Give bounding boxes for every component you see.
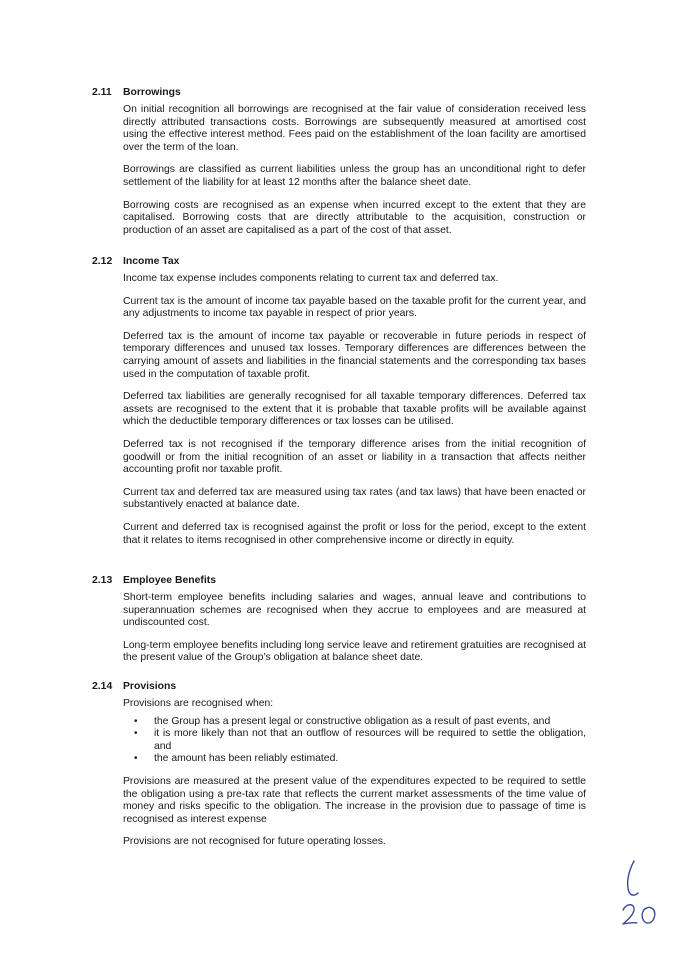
section-heading	[92, 574, 586, 587]
paragraph: Current tax and deferred tax are measured using tax rates (and tax laws) that have been enacted or substantively enacted at balance date.	[123, 486, 586, 511]
paragraph: Deferred tax is not recognised if the temporary difference arises from the initial recognition of goodwill or from the initial recognition of an asset or liability in a transaction that affects neither accounting profit nor taxable profit.	[123, 438, 586, 476]
paragraph: Short-term employee benefits including salaries and wages, annual leave and contributions to superannuation schemes are recognised when they accrue to employees and are measured at undiscounted cost.	[123, 592, 586, 629]
section-title: Provisions	[123, 681, 177, 692]
section-number: 2.13	[92, 575, 113, 586]
section-heading	[92, 86, 586, 99]
paragraph: Provisions are not recognised for future operating losses.	[123, 836, 386, 848]
bullet-item: • it is more likely than not that an outflow of resources will be required to settle the obligation, and	[123, 728, 586, 753]
section-number: 2.12	[92, 256, 113, 267]
handwritten-stroke-0	[642, 907, 655, 923]
bullet-item: • the amount has been reliably estimated.	[123, 753, 586, 766]
paragraph: Deferred tax is the amount of income tax payable or recoverable in future periods in respect of temporary differences and unused tax losses. Temporary differences are differences between the carrying amount of assets and liabilities in the financial statements and the corresponding tax bases used in the computation of taxable profit.	[123, 330, 586, 380]
section-number: 2.11	[92, 87, 112, 98]
section-number: 2.14	[92, 681, 113, 692]
paragraph: Provisions are measured at the present value of the expenditures expected to be required to settle the obligation using a pre-tax rate that reflects the current market assessments of the time value of money and risks specific to the obligation. The increase in the provision due to passage of time is recognised as interest expense	[123, 775, 586, 825]
section-title: Income Tax	[123, 256, 180, 267]
section-title: Borrowings	[123, 87, 181, 98]
bullet-item: • the Group has a present legal or constructive obligation as a result of past events, and	[123, 716, 586, 729]
paragraph: Current and deferred tax is recognised against the profit or loss for the period, except to the extent that it relates to items recognised in other comprehensive income or directly in equity.	[123, 521, 586, 546]
section-heading	[92, 255, 586, 268]
section-borrowings	[92, 86, 586, 247]
bullet-list	[123, 716, 586, 766]
handwritten-page-mark	[620, 858, 664, 928]
section-income-tax	[92, 255, 586, 557]
paragraph: Borrowings are classified as current liabilities unless the group has an unconditional right to defer settlement of the liability for at least 12 months after the balance sheet date.	[123, 164, 586, 188]
handwritten-stroke-l	[628, 861, 638, 895]
paragraph: Borrowing costs are recognised as an expense when incurred except to the extent that they are capitalised. Borrowing costs that are directly attributable to the acquisition, construction or production of an asset are capitalised as a part of the cost of that asset.	[123, 199, 586, 236]
section-title: Employee Benefits	[123, 575, 216, 586]
section-employee-benefits	[92, 574, 586, 675]
paragraph: Income tax expense includes components relating to current tax and deferred tax.	[123, 273, 499, 284]
paragraph: Long-term employee benefits including long service leave and retirement gratuities are recognised at the present value of the Group’s obligation at balance sheet date.	[123, 639, 586, 664]
handwritten-stroke-2	[623, 905, 637, 924]
paragraph: Deferred tax liabilities are generally recognised for all taxable temporary differences. Deferred tax assets are recognised to the extent that it is probable that taxable profits will be available against which the deductible temporary differences or tax losses can be utilised.	[123, 391, 586, 428]
section-heading	[92, 680, 586, 693]
section-provisions	[92, 680, 586, 859]
paragraph-intro: Provisions are recognised when:	[123, 698, 274, 709]
paragraph: On initial recognition all borrowings are recognised at the fair value of consideration received less directly attributed transactions costs. Borrowings are subsequently measured at amortised cost using the effective interest method. Fees paid on the establishment of the loan facility are amortised over the term of the loan.	[123, 104, 586, 153]
paragraph: Current tax is the amount of income tax payable based on the taxable profit for the current year, and any adjustments to income tax payable in respect of prior years.	[123, 295, 586, 320]
